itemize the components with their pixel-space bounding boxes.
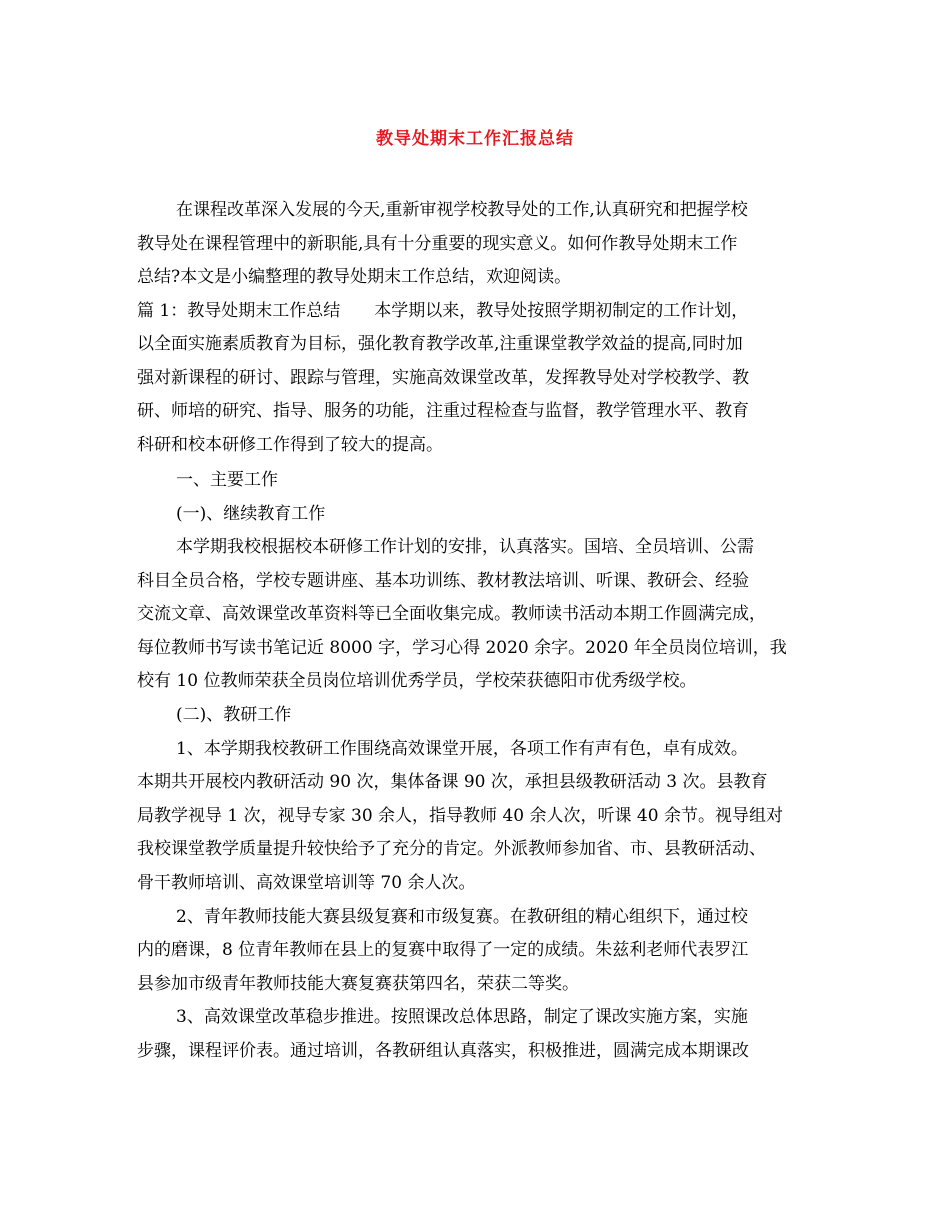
paragraph-line: 1、本学期我校教研工作围绕高效课堂开展，各项工作有声有色，卓有成效。: [176, 739, 748, 759]
subsection-heading: (二)、教研工作: [176, 705, 292, 725]
subsection-heading: (一)、继续教育工作: [176, 504, 326, 524]
paragraph-line: 本学期我校根据校本研修工作计划的安排，认真落实。国培、全员培训、公需: [176, 537, 754, 557]
paragraph-line: 内的磨课，8 位青年教师在县上的复赛中取得了一定的成绩。朱兹利老师代表罗江: [137, 940, 749, 960]
paragraph-line: 局教学视导 1 次，视导专家 30 余人，指导教师 40 余人次，听课 40 余节。视导组对: [137, 806, 783, 826]
paragraph-line: 步骤，课程评价表。通过培训，各教研组认真落实，积极推进，圆满完成本期课改: [137, 1041, 749, 1061]
paragraph-line: 科研和校本研修工作得到了较大的提高。: [137, 435, 443, 455]
paragraph-line: 在课程改革深入发展的今天,重新审视学校教导处的工作,认真研究和把握学校: [176, 200, 748, 220]
paragraph-line: 总结?本文是小编整理的教导处期末工作总结，欢迎阅读。: [137, 267, 572, 287]
paragraph-line: 以全面实施素质教育为目标，强化教育教学改革,注重课堂教学效益的提高,同时加: [137, 334, 743, 354]
paragraph-line: 本期共开展校内教研活动 90 次，集体备课 90 次，承担县级教研活动 3 次。县教育: [137, 772, 768, 792]
paragraph-line: 校有 10 位教师荣获全员岗位培训优秀学员，学校荣获德阳市优秀级学校。: [137, 671, 697, 691]
paragraph-line: 强对新课程的研讨、跟踪与管理，实施高效课堂改革，发挥教导处对学校教学、教: [137, 368, 749, 388]
paragraph-line: 教导处在课程管理中的新职能,具有十分重要的现实意义。如何作教导处期末工作: [137, 234, 738, 254]
paragraph-line: 县参加市级青年教师技能大赛复赛获第四名，荣获二等奖。: [137, 974, 579, 994]
paragraph-line: 篇 1：教导处期末工作总结 本学期以来，教导处按照学期初制定的工作计划，: [137, 301, 749, 321]
document-title: 教导处期末工作汇报总结: [376, 129, 574, 149]
paragraph-line: 我校课堂教学质量提升较快给予了充分的肯定。外派教师参加省、市、县教研活动、: [137, 839, 766, 859]
paragraph-line: 3、高效课堂改革稳步推进。按照课改总体思路，制定了课改实施方案，实施: [176, 1007, 748, 1027]
paragraph-line: 研、师培的研究、指导、服务的功能，注重过程检查与监督，教学管理水平、教育: [137, 401, 749, 421]
paragraph-line: 交流文章、高效课堂改革资料等已全面收集完成。教师读书活动本期工作圆满完成，: [137, 604, 766, 624]
paragraph-line: 每位教师书写读书笔记近 8000 字，学习心得 2020 余字。2020 年全员岗位培训，我: [137, 638, 787, 658]
section-heading: 一、主要工作: [176, 470, 278, 490]
paragraph-line: 骨干教师培训、高效课堂培训等 70 余人次。: [137, 873, 476, 893]
paragraph-line: 2、青年教师技能大赛县级复赛和市级复赛。在教研组的精心组织下，通过校: [176, 907, 748, 927]
paragraph-line: 科目全员合格，学校专题讲座、基本功训练、教材教法培训、听课、教研会、经验: [137, 571, 749, 591]
